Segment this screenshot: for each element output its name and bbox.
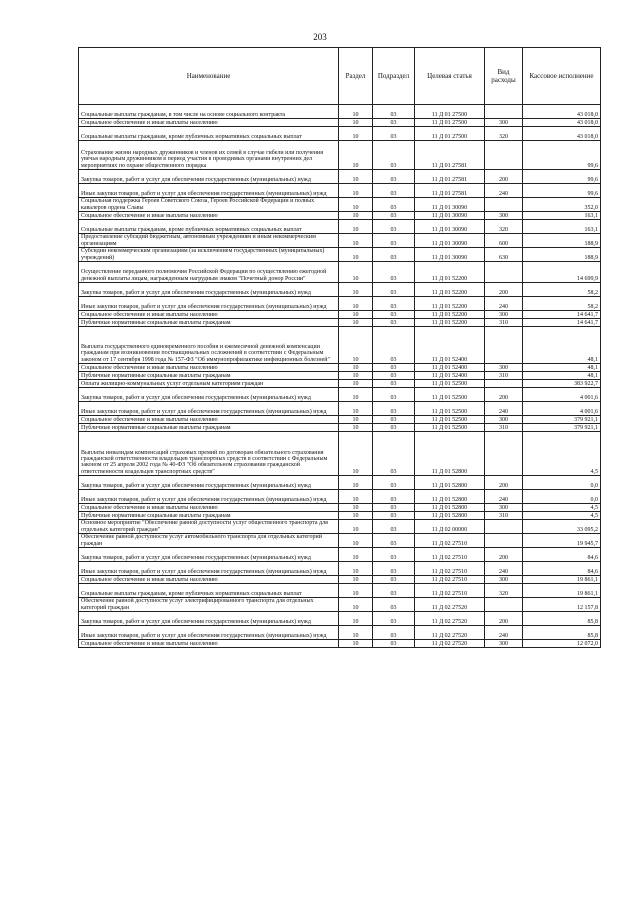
table-row: [79, 576, 601, 584]
table-row: [79, 119, 601, 127]
cell-target: 11 Д 02 27520: [415, 640, 485, 648]
cell-amount: 0,0: [523, 476, 601, 490]
cell-name: Публичные нормативные социальные выплаты гражданам: [79, 319, 339, 327]
cell-amount: 43 018,0: [523, 105, 601, 119]
cell-section: 10: [339, 372, 373, 380]
cell-target: 11 Д 01 30090: [415, 248, 485, 262]
cell-expense-type: 300: [485, 311, 523, 319]
table-row: [79, 476, 601, 490]
table-row: [79, 598, 601, 612]
cell-section: 10: [339, 170, 373, 184]
cell-name: Закупка товаров, работ и услуг для обеспечения государственных (муниципальных) нужд: [79, 283, 339, 297]
cell-expense-type: [485, 105, 523, 119]
cell-amount: 19 945,7: [523, 534, 601, 548]
cell-expense-type: [485, 598, 523, 612]
cell-name: Публичные нормативные социальные выплаты гражданам: [79, 512, 339, 520]
cell-subsection: 03: [373, 534, 415, 548]
cell-section: 10: [339, 520, 373, 534]
cell-amount: 163,1: [523, 220, 601, 234]
cell-target: 11 Д 01 52400: [415, 364, 485, 372]
cell-name: Выплаты инвалидам компенсаций страховых премий по договорам обязательного страхования гражданской ответственности владельцев транспортных средств в соответствии с Федеральным законом от 25 апреля 2002 года № 40-ФЗ "Об обязательном страховании гражданской ответственности владельцев транспортных средств": [79, 432, 339, 476]
cell-subsection: 03: [373, 262, 415, 283]
cell-subsection: 03: [373, 297, 415, 311]
cell-expense-type: 200: [485, 388, 523, 402]
cell-subsection: 03: [373, 234, 415, 248]
cell-target: 11 Д 01 52200: [415, 297, 485, 311]
cell-section: 10: [339, 504, 373, 512]
cell-expense-type: 300: [485, 212, 523, 220]
cell-expense-type: 240: [485, 184, 523, 198]
cell-expense-type: 300: [485, 640, 523, 648]
cell-amount: 48,1: [523, 327, 601, 364]
table-row: [79, 432, 601, 476]
cell-name: Обеспечение равной доступности услуг электрифицированного транспорта для отдельных категорий граждан: [79, 598, 339, 612]
table-row: [79, 562, 601, 576]
cell-section: 10: [339, 248, 373, 262]
table-row: [79, 141, 601, 170]
cell-expense-type: 240: [485, 562, 523, 576]
cell-target: 11 Д 01 52200: [415, 283, 485, 297]
cell-subsection: 03: [373, 504, 415, 512]
cell-subsection: 03: [373, 432, 415, 476]
cell-target: 11 Д 02 27510: [415, 562, 485, 576]
cell-target: 11 Д 02 27510: [415, 534, 485, 548]
header-target: Целевая статья: [415, 48, 485, 105]
cell-amount: 43 018,0: [523, 119, 601, 127]
cell-section: 10: [339, 576, 373, 584]
cell-section: 10: [339, 184, 373, 198]
cell-name: Социальные выплаты гражданам, кроме публичных нормативных социальных выплат: [79, 127, 339, 141]
header-amount: Кассовое исполнение: [523, 48, 601, 105]
cell-name: Социальное обеспечение и иные выплаты населению: [79, 416, 339, 424]
cell-target: 11 Д 01 30090: [415, 212, 485, 220]
cell-subsection: 03: [373, 105, 415, 119]
cell-name: Иные закупки товаров, работ и услуг для обеспечения государственных (муниципальных) нужд: [79, 490, 339, 504]
cell-target: 11 Д 01 30090: [415, 220, 485, 234]
cell-name: Закупка товаров, работ и услуг для обеспечения государственных (муниципальных) нужд: [79, 170, 339, 184]
table-row: [79, 548, 601, 562]
cell-expense-type: 600: [485, 234, 523, 248]
cell-name: Социальные выплаты гражданам, кроме публичных нормативных социальных выплат: [79, 220, 339, 234]
cell-target: 11 Д 01 30090: [415, 234, 485, 248]
table-row: [79, 184, 601, 198]
table-row: [79, 424, 601, 432]
cell-target: 11 Д 02 27520: [415, 598, 485, 612]
cell-section: 10: [339, 327, 373, 364]
cell-expense-type: 310: [485, 372, 523, 380]
cell-expense-type: 300: [485, 504, 523, 512]
cell-section: 10: [339, 388, 373, 402]
cell-expense-type: 630: [485, 248, 523, 262]
cell-target: 11 Д 02 27510: [415, 548, 485, 562]
cell-subsection: 03: [373, 424, 415, 432]
cell-name: Закупка товаров, работ и услуг для обеспечения государственных (муниципальных) нужд: [79, 612, 339, 626]
cell-amount: 188,9: [523, 248, 601, 262]
cell-section: 10: [339, 534, 373, 548]
cell-amount: 14 641,7: [523, 311, 601, 319]
table-row: [79, 380, 601, 388]
cell-target: 11 Д 01 27500: [415, 127, 485, 141]
cell-section: 10: [339, 424, 373, 432]
cell-expense-type: 320: [485, 584, 523, 598]
cell-expense-type: [485, 520, 523, 534]
cell-target: 11 Д 01 27500: [415, 119, 485, 127]
cell-subsection: 03: [373, 319, 415, 327]
cell-name: Публичные нормативные социальные выплаты гражданам: [79, 372, 339, 380]
cell-name: Закупка товаров, работ и услуг для обеспечения государственных (муниципальных) нужд: [79, 476, 339, 490]
cell-section: 10: [339, 127, 373, 141]
cell-expense-type: 240: [485, 297, 523, 311]
cell-section: 10: [339, 262, 373, 283]
cell-target: 11 Д 01 52200: [415, 262, 485, 283]
cell-expense-type: [485, 432, 523, 476]
table-row: [79, 220, 601, 234]
cell-name: Социальное обеспечение и иные выплаты населению: [79, 212, 339, 220]
cell-subsection: 03: [373, 626, 415, 640]
cell-subsection: 03: [373, 170, 415, 184]
cell-section: 10: [339, 612, 373, 626]
cell-subsection: 03: [373, 327, 415, 364]
cell-subsection: 03: [373, 372, 415, 380]
cell-name: Социальные выплаты гражданам, в том числе на основе социального контракта: [79, 105, 339, 119]
table-row: [79, 198, 601, 212]
cell-amount: 99,6: [523, 141, 601, 170]
cell-amount: 0,0: [523, 490, 601, 504]
cell-name: Основное мероприятие "Обеспечение равной доступности услуг общественного транспорта для отдельных категорий граждан": [79, 520, 339, 534]
cell-name: Закупка товаров, работ и услуг для обеспечения государственных (муниципальных) нужд: [79, 388, 339, 402]
cell-amount: 4,5: [523, 504, 601, 512]
cell-section: 10: [339, 562, 373, 576]
cell-section: 10: [339, 416, 373, 424]
cell-name: Публичные нормативные социальные выплаты гражданам: [79, 424, 339, 432]
cell-subsection: 03: [373, 283, 415, 297]
cell-name: Социальное обеспечение и иные выплаты населению: [79, 640, 339, 648]
cell-subsection: 03: [373, 612, 415, 626]
cell-subsection: 03: [373, 402, 415, 416]
cell-subsection: 03: [373, 141, 415, 170]
cell-name: Иные закупки товаров, работ и услуг для обеспечения государственных (муниципальных) нужд: [79, 626, 339, 640]
cell-section: 10: [339, 640, 373, 648]
cell-amount: 379 921,1: [523, 416, 601, 424]
cell-subsection: 03: [373, 576, 415, 584]
table-row: [79, 212, 601, 220]
cell-name: Страхование жизни народных дружинников и членов их семей в случае гибели или получения увечья народным дружинником в период участия в проводимых органами внутренних дел мероприятиях по охране общественного порядка: [79, 141, 339, 170]
cell-target: 11 Д 01 52400: [415, 327, 485, 364]
cell-section: 10: [339, 234, 373, 248]
table-row: [79, 262, 601, 283]
cell-subsection: 03: [373, 311, 415, 319]
cell-section: 10: [339, 476, 373, 490]
table-row: [79, 520, 601, 534]
cell-expense-type: 240: [485, 402, 523, 416]
cell-expense-type: 200: [485, 476, 523, 490]
cell-section: 10: [339, 584, 373, 598]
cell-target: 11 Д 02 27510: [415, 584, 485, 598]
cell-expense-type: 200: [485, 548, 523, 562]
cell-expense-type: 310: [485, 512, 523, 520]
cell-name: Социальное обеспечение и иные выплаты населению: [79, 119, 339, 127]
cell-name: Социальное обеспечение и иные выплаты населению: [79, 504, 339, 512]
cell-section: 10: [339, 512, 373, 520]
cell-section: 10: [339, 432, 373, 476]
cell-amount: 85,8: [523, 626, 601, 640]
cell-subsection: 03: [373, 512, 415, 520]
cell-name: Социальное обеспечение и иные выплаты населению: [79, 576, 339, 584]
cell-target: 11 Д 01 52500: [415, 380, 485, 388]
cell-amount: 4,5: [523, 432, 601, 476]
cell-amount: 19 861,1: [523, 576, 601, 584]
cell-expense-type: 200: [485, 170, 523, 184]
cell-target: 11 Д 01 27500: [415, 105, 485, 119]
cell-expense-type: 300: [485, 576, 523, 584]
cell-section: 10: [339, 598, 373, 612]
cell-section: 10: [339, 220, 373, 234]
cell-amount: 4 001,6: [523, 402, 601, 416]
table-row: [79, 584, 601, 598]
cell-amount: 379 921,1: [523, 424, 601, 432]
cell-name: Иные закупки товаров, работ и услуг для обеспечения государственных (муниципальных) нужд: [79, 297, 339, 311]
header-subsection: Подраздел: [373, 48, 415, 105]
cell-expense-type: 240: [485, 490, 523, 504]
cell-target: 11 Д 01 52200: [415, 311, 485, 319]
cell-section: 10: [339, 490, 373, 504]
cell-subsection: 03: [373, 184, 415, 198]
table-row: [79, 297, 601, 311]
cell-target: 11 Д 02 27520: [415, 612, 485, 626]
cell-section: 10: [339, 626, 373, 640]
cell-name: Иные закупки товаров, работ и услуг для обеспечения государственных (муниципальных) нужд: [79, 184, 339, 198]
cell-section: 10: [339, 311, 373, 319]
cell-name: Социальное обеспечение и иные выплаты населению: [79, 364, 339, 372]
cell-subsection: 03: [373, 212, 415, 220]
table-row: [79, 311, 601, 319]
cell-target: 11 Д 01 52200: [415, 319, 485, 327]
cell-name: Обеспечение равной доступности услуг автомобильного транспорта для отдельных категорий граждан: [79, 534, 339, 548]
cell-expense-type: 240: [485, 626, 523, 640]
cell-amount: 84,6: [523, 562, 601, 576]
table-row: [79, 127, 601, 141]
cell-amount: 352,0: [523, 198, 601, 212]
cell-target: 11 Д 02 27510: [415, 576, 485, 584]
cell-name: Субсидии некоммерческим организациям (за исключением государственных (муниципальных) учреждений): [79, 248, 339, 262]
cell-subsection: 03: [373, 127, 415, 141]
table-row: [79, 319, 601, 327]
cell-expense-type: [485, 380, 523, 388]
cell-amount: 58,2: [523, 283, 601, 297]
cell-amount: 48,1: [523, 372, 601, 380]
cell-name: Социальная поддержка Героев Советского Союза, Героев Российской Федерации и полных кавалеров ордена Славы: [79, 198, 339, 212]
cell-subsection: 03: [373, 520, 415, 534]
cell-target: 11 Д 01 52500: [415, 416, 485, 424]
cell-subsection: 03: [373, 476, 415, 490]
cell-expense-type: [485, 198, 523, 212]
cell-subsection: 03: [373, 198, 415, 212]
cell-amount: 19 861,1: [523, 584, 601, 598]
page-number: 203: [313, 32, 327, 42]
cell-target: 11 Д 01 27581: [415, 170, 485, 184]
cell-target: 11 Д 01 52800: [415, 490, 485, 504]
cell-section: 10: [339, 283, 373, 297]
table-row: [79, 640, 601, 648]
cell-expense-type: 300: [485, 119, 523, 127]
header-section: Раздел: [339, 48, 373, 105]
cell-subsection: 03: [373, 388, 415, 402]
table-row: [79, 512, 601, 520]
table-row: [79, 248, 601, 262]
cell-expense-type: [485, 262, 523, 283]
cell-amount: 84,6: [523, 548, 601, 562]
cell-expense-type: 310: [485, 424, 523, 432]
cell-expense-type: 200: [485, 612, 523, 626]
cell-section: 10: [339, 297, 373, 311]
cell-name: Социальное обеспечение и иные выплаты населению: [79, 311, 339, 319]
cell-expense-type: 200: [485, 283, 523, 297]
table-row: [79, 612, 601, 626]
header-expense-type: Вид расходы: [485, 48, 523, 105]
cell-section: 10: [339, 364, 373, 372]
table-row: [79, 416, 601, 424]
cell-amount: 99,6: [523, 170, 601, 184]
cell-expense-type: 310: [485, 319, 523, 327]
cell-expense-type: 300: [485, 416, 523, 424]
table-row: [79, 327, 601, 364]
cell-name: Предоставление субсидий бюджетным, автономным учреждениям и иным некоммерческим организациям: [79, 234, 339, 248]
cell-target: 11 Д 01 27581: [415, 141, 485, 170]
cell-section: 10: [339, 212, 373, 220]
cell-target: 11 Д 02 27520: [415, 626, 485, 640]
cell-amount: 163,1: [523, 212, 601, 220]
cell-amount: 14 699,9: [523, 262, 601, 283]
cell-amount: 48,1: [523, 364, 601, 372]
cell-target: 11 Д 01 52800: [415, 432, 485, 476]
cell-subsection: 03: [373, 364, 415, 372]
header-row: [79, 48, 601, 105]
table-row: [79, 402, 601, 416]
cell-target: 11 Д 02 00000: [415, 520, 485, 534]
table-row: [79, 364, 601, 372]
cell-subsection: 03: [373, 119, 415, 127]
cell-name: Выплата государственного единовременного пособия и ежемесячной денежной компенсации гражданам при возникновении поствакцинальных осложнений в соответствии с Федеральным законом от 17 сентября 1998 года № 157-ФЗ "Об иммунопрофилактике инфекционных болезней": [79, 327, 339, 364]
cell-amount: 12 157,8: [523, 598, 601, 612]
table-row: [79, 105, 601, 119]
cell-subsection: 03: [373, 562, 415, 576]
cell-target: 11 Д 01 52500: [415, 402, 485, 416]
table-row: [79, 490, 601, 504]
cell-amount: 58,2: [523, 297, 601, 311]
cell-subsection: 03: [373, 640, 415, 648]
table-row: [79, 626, 601, 640]
table-body: [79, 105, 601, 648]
cell-expense-type: 300: [485, 364, 523, 372]
budget-table: [78, 47, 601, 648]
cell-section: 10: [339, 402, 373, 416]
cell-amount: 99,6: [523, 184, 601, 198]
cell-section: 10: [339, 198, 373, 212]
table-row: [79, 283, 601, 297]
cell-subsection: 03: [373, 220, 415, 234]
cell-target: 11 Д 01 52500: [415, 388, 485, 402]
cell-name: Иные закупки товаров, работ и услуг для обеспечения государственных (муниципальных) нужд: [79, 402, 339, 416]
cell-target: 11 Д 01 52800: [415, 512, 485, 520]
table-row: [79, 372, 601, 380]
header-name: Наименование: [79, 48, 339, 105]
cell-expense-type: [485, 534, 523, 548]
cell-expense-type: [485, 327, 523, 364]
cell-name: Осуществление переданного полномочия Российской Федерации по осуществлению ежегодной денежной выплаты лицам, награжденным нагрудным знаком "Почетный донор России": [79, 262, 339, 283]
cell-subsection: 03: [373, 416, 415, 424]
cell-name: Оплата жилищно-коммунальных услуг отдельным категориям граждан: [79, 380, 339, 388]
cell-section: 10: [339, 105, 373, 119]
table-row: [79, 504, 601, 512]
cell-section: 10: [339, 119, 373, 127]
cell-amount: 188,9: [523, 234, 601, 248]
cell-name: Закупка товаров, работ и услуг для обеспечения государственных (муниципальных) нужд: [79, 548, 339, 562]
cell-section: 10: [339, 141, 373, 170]
cell-subsection: 03: [373, 598, 415, 612]
cell-amount: 383 922,7: [523, 380, 601, 388]
cell-section: 10: [339, 380, 373, 388]
cell-expense-type: 320: [485, 220, 523, 234]
table-row: [79, 234, 601, 248]
cell-amount: 4,5: [523, 512, 601, 520]
cell-section: 10: [339, 548, 373, 562]
cell-subsection: 03: [373, 584, 415, 598]
cell-amount: 4 001,6: [523, 388, 601, 402]
table-row: [79, 170, 601, 184]
cell-subsection: 03: [373, 248, 415, 262]
cell-subsection: 03: [373, 490, 415, 504]
cell-subsection: 03: [373, 548, 415, 562]
table-row: [79, 388, 601, 402]
cell-amount: 14 641,7: [523, 319, 601, 327]
cell-section: 10: [339, 319, 373, 327]
cell-name: Иные закупки товаров, работ и услуг для обеспечения государственных (муниципальных) нужд: [79, 562, 339, 576]
cell-name: Социальные выплаты гражданам, кроме публичных нормативных социальных выплат: [79, 584, 339, 598]
table-row: [79, 534, 601, 548]
cell-amount: 43 018,0: [523, 127, 601, 141]
cell-amount: 33 095,2: [523, 520, 601, 534]
cell-target: 11 Д 01 52800: [415, 476, 485, 490]
cell-amount: 12 072,0: [523, 640, 601, 648]
cell-target: 11 Д 01 52800: [415, 504, 485, 512]
cell-subsection: 03: [373, 380, 415, 388]
cell-target: 11 Д 01 27581: [415, 184, 485, 198]
cell-expense-type: 320: [485, 127, 523, 141]
cell-target: 11 Д 01 52500: [415, 424, 485, 432]
cell-target: 11 Д 01 52400: [415, 372, 485, 380]
cell-amount: 85,8: [523, 612, 601, 626]
cell-target: 11 Д 01 30090: [415, 198, 485, 212]
cell-expense-type: [485, 141, 523, 170]
